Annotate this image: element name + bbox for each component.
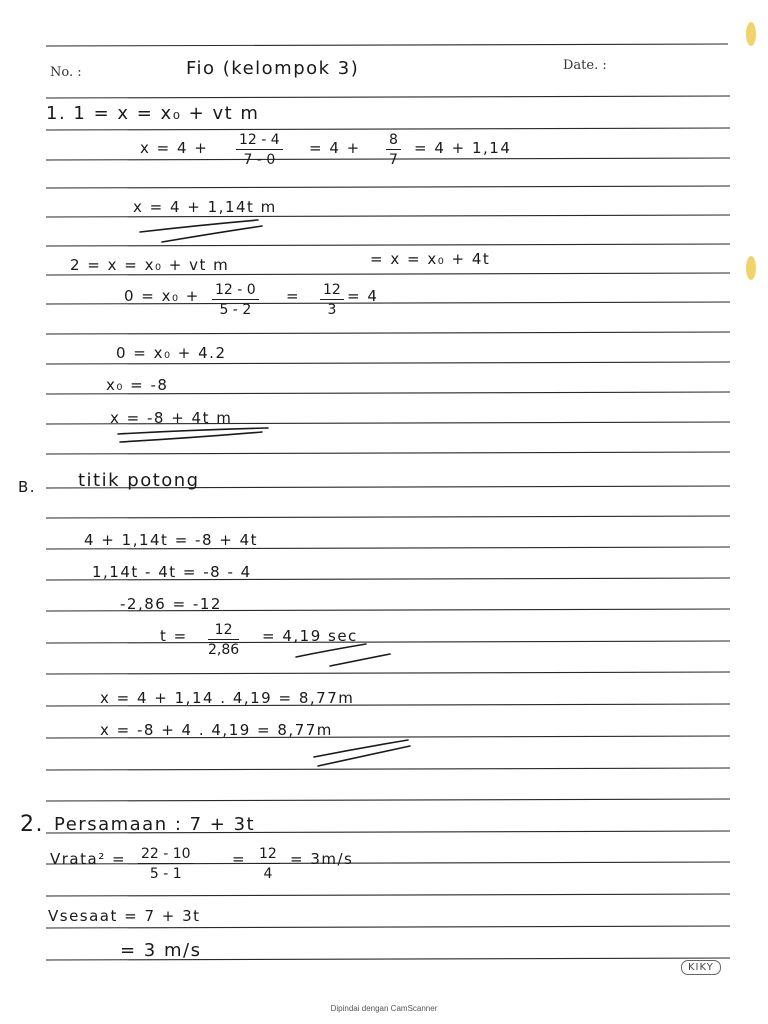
sb-fraction (208, 622, 239, 658)
s2-line-1: Persamaan : 7 + 3t (54, 814, 256, 835)
s1-line-1: 1. 1 = x = x₀ + vt m (46, 103, 260, 124)
s1-line-2-right: = 4 + 1,14 (414, 139, 512, 157)
fraction-numerator: 12 (256, 846, 280, 864)
index-tabs (746, 22, 756, 280)
s1-line-2-mid: = 4 + (309, 139, 361, 157)
s1-fraction-2 (386, 132, 401, 168)
s1-fraction-4 (320, 282, 344, 318)
fraction-numerator: 12 - 0 (212, 282, 259, 300)
s1-fraction-3 (212, 282, 259, 318)
s1-line-7: x₀ = -8 (106, 376, 169, 394)
page-title: Fio (kelompok 3) (186, 58, 360, 79)
sb-line-6: x = -8 + 4 . 4,19 = 8,77m (100, 721, 333, 739)
fraction-numerator: 12 (320, 282, 344, 300)
s1-line-4-left: 2 = x = x₀ + vt m (70, 256, 230, 274)
fraction-denominator: 7 (389, 152, 398, 168)
section-b-title: titik potong (78, 470, 200, 491)
s1-line-5-left: 0 = x₀ + (124, 287, 200, 305)
sb-line-5: x = 4 + 1,14 . 4,19 = 8,77m (100, 689, 355, 707)
s1-line-5-right: = 4 (347, 287, 379, 305)
s1-line-8: x = -8 + 4t m (110, 409, 233, 427)
sb-line-3: -2,86 = -12 (120, 595, 222, 613)
s2-line-2-right: = 3m/s (290, 850, 354, 868)
sb-line-1: 4 + 1,14t = -8 + 4t (84, 531, 259, 549)
s1-line-6: 0 = x₀ + 4.2 (116, 344, 227, 362)
s2-line-2-mid: = (232, 850, 247, 868)
s2-line-2-left: Vrata² = (50, 850, 127, 868)
s2-line-4: = 3 m/s (120, 940, 202, 961)
fraction-denominator: 5 - 2 (219, 302, 252, 318)
s2-line-3: Vsesaat = 7 + 3t (48, 907, 201, 925)
sb-line-4-left: t = (160, 627, 188, 645)
date-label: Date. : (563, 58, 607, 73)
s1-fraction-1 (236, 132, 283, 168)
s1-line-3: x = 4 + 1,14t m (133, 198, 277, 216)
s1-line-5-mid: = (286, 287, 301, 305)
fraction-denominator: 4 (263, 866, 273, 882)
fraction-numerator: 12 - 4 (236, 132, 283, 150)
fraction-numerator: 22 - 10 (138, 846, 194, 864)
s2-fraction-1 (138, 846, 194, 882)
fraction-denominator: 5 - 1 (149, 866, 182, 882)
fraction-denominator: 7 - 0 (243, 152, 276, 168)
no-label: No. : (50, 65, 82, 80)
fraction-numerator: 12 (208, 622, 239, 640)
fraction-denominator: 3 (327, 302, 337, 318)
notebook-brand-logo: KIKY (681, 960, 721, 975)
section-b-label: B. (18, 478, 37, 496)
scanner-watermark: Dipindai dengan CamScanner (330, 1004, 438, 1013)
fraction-denominator: 2,86 (208, 642, 240, 658)
s1-line-2-left: x = 4 + (140, 139, 209, 157)
section-2-number: 2. (20, 812, 44, 837)
sb-line-4-right: = 4,19 sec (262, 627, 358, 645)
sb-line-2: 1,14t - 4t = -8 - 4 (92, 563, 252, 581)
s2-fraction-2 (256, 846, 280, 882)
s1-line-4-right: = x = x₀ + 4t (370, 250, 491, 268)
fraction-numerator: 8 (386, 132, 401, 150)
